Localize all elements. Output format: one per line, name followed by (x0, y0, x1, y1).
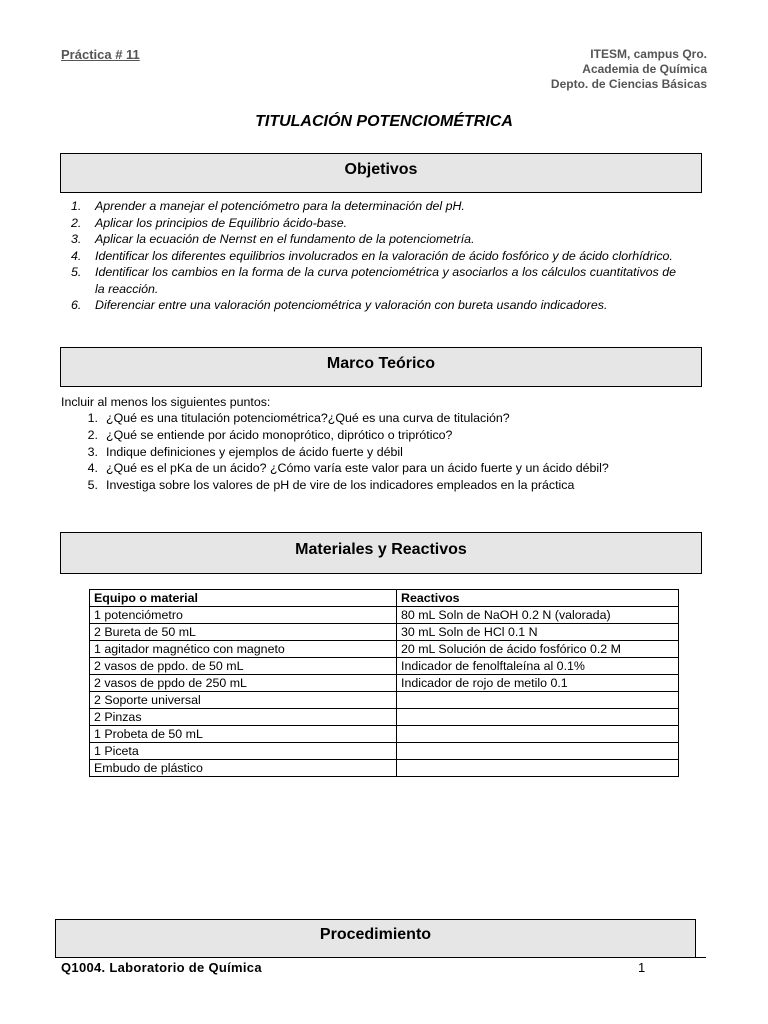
institution-block (551, 47, 707, 92)
materials-table (89, 589, 679, 777)
item-number: 4. (87, 461, 98, 476)
list-item (60, 427, 609, 444)
materiales-heading: Materiales y Reactivos (60, 532, 702, 574)
list-item (60, 410, 609, 427)
table-cell: 1 Probeta de 50 mL (90, 726, 397, 743)
column-header: Reactivos (397, 590, 679, 607)
table-header-row (90, 590, 679, 607)
table-cell: 80 mL Soln de NaOH 0.2 N (valorada) (397, 607, 679, 624)
footer-course: Q1004. Laboratorio de Química (61, 960, 262, 975)
table-cell: 1 Piceta (90, 743, 397, 760)
table-row (90, 743, 679, 760)
table-row (90, 607, 679, 624)
item-text: Investiga sobre los valores de pH de vire de los indicadores empleados en la práctica (106, 478, 575, 493)
table-cell: 2 Pinzas (90, 709, 397, 726)
table-cell: 30 mL Soln de HCl 0.1 N (397, 624, 679, 641)
table-row (90, 709, 679, 726)
list-item (60, 444, 609, 461)
item-text: Indique definiciones y ejemplos de ácido fuerte y débil (106, 444, 403, 459)
list-item (60, 477, 609, 494)
table-row (90, 624, 679, 641)
item-text: Identificar los diferentes equilibrios involucrados en la valoración de ácido fosfórico y de ácido clorhídrico. (95, 248, 673, 263)
table-row (90, 726, 679, 743)
list-item (60, 198, 676, 215)
objectives-list (60, 198, 676, 314)
table-cell: Indicador de rojo de metilo 0.1 (397, 675, 679, 692)
list-item (60, 215, 676, 232)
page-title: TITULACIÓN POTENCIOMÉTRICA (255, 113, 513, 130)
item-number: 3. (87, 444, 98, 459)
department-line: Depto. de Ciencias Básicas (550, 77, 707, 91)
table-cell: Embudo de plástico (90, 760, 397, 777)
table-cell: 2 Bureta de 50 mL (90, 624, 397, 641)
table-cell (397, 692, 679, 709)
table-cell: Indicador de fenolftaleína al 0.1% (397, 658, 679, 675)
item-number: 1. (71, 199, 82, 213)
table-cell: 2 vasos de ppdo de 250 mL (90, 675, 397, 692)
table-cell: 1 agitador magnético con magneto (90, 641, 397, 658)
practice-number: Práctica # 11 (61, 47, 140, 62)
table-row (90, 760, 679, 777)
item-number: 2. (87, 427, 98, 442)
item-number: 3. (71, 232, 82, 246)
list-item (60, 297, 676, 314)
item-number: 4. (71, 248, 82, 263)
table-row (90, 675, 679, 692)
table-cell (397, 709, 679, 726)
list-item (60, 264, 676, 297)
marco-intro: Incluir al menos los siguientes puntos: (61, 395, 271, 409)
table-cell (397, 760, 679, 777)
column-header: Equipo o material (90, 590, 397, 607)
procedimiento-heading: Procedimiento (55, 919, 696, 958)
item-number: 1. (87, 411, 98, 425)
table-cell (397, 743, 679, 760)
objetivos-heading: Objetivos (60, 153, 702, 193)
academy-line: Academia de Química (582, 62, 707, 76)
item-text: Aprender a manejar el potenciómetro para la determinación del pH. (95, 199, 465, 213)
item-text: Identificar los cambios en la forma de la curva potenciométrica y asociarlos a los cálculos cuantitativos de la reacción. (95, 265, 676, 296)
item-number: 2. (71, 215, 82, 230)
table-cell: 20 mL Solución de ácido fosfórico 0.2 M (397, 641, 679, 658)
campus-line: ITESM, campus Qro. (590, 47, 707, 61)
item-text: Aplicar los principios de Equilibrio ácido-base. (95, 215, 348, 230)
item-number: 5. (87, 478, 98, 493)
marco-list (60, 410, 609, 494)
page-number: 1 (638, 960, 646, 975)
item-text: Diferenciar entre una valoración potenciométrica y valoración con bureta usando indicadores. (95, 298, 608, 312)
table-row (90, 641, 679, 658)
marco-heading: Marco Teórico (60, 347, 702, 387)
list-item (60, 248, 676, 265)
item-text: ¿Qué es el pKa de un ácido? ¿Cómo varía este valor para un ácido fuerte y un ácido débil? (106, 461, 609, 476)
table-row (90, 658, 679, 675)
item-text: ¿Qué se entiende por ácido monoprótico, diprótico o triprótico? (106, 427, 453, 442)
list-item (60, 460, 609, 477)
table-cell: 2 vasos de ppdo. de 50 mL (90, 658, 397, 675)
table-cell (397, 726, 679, 743)
table-cell: 2 Soporte universal (90, 692, 397, 709)
item-number: 6. (71, 298, 82, 312)
item-number: 5. (71, 265, 82, 279)
item-text: ¿Qué es una titulación potenciométrica?¿Qué es una curva de titulación? (106, 411, 510, 425)
item-text: Aplicar la ecuación de Nernst en el fundamento de la potenciometría. (95, 232, 475, 246)
list-item (60, 231, 676, 248)
table-cell: 1 potenciómetro (90, 607, 397, 624)
footer-rule (696, 957, 706, 958)
table-row (90, 692, 679, 709)
